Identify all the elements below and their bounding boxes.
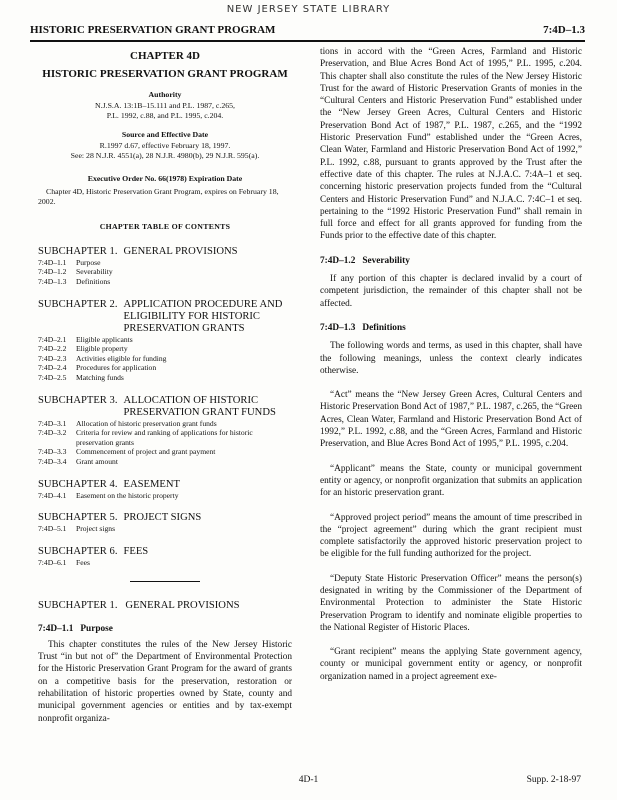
right-column	[320, 46, 582, 683]
toc-subchapter-5	[38, 512, 292, 534]
chapter-number: CHAPTER 4D	[130, 50, 200, 62]
toc-item: 7:4D–2.3 Activities eligible for funding	[38, 353, 167, 363]
toc-subchapter-number: SUBCHAPTER 1.	[38, 245, 118, 257]
executive-order-text: Chapter 4D, Historic Preservation Grant Program, expires on February 18, 2002.	[38, 187, 279, 207]
header-title: HISTORIC PRESERVATION GRANT PROGRAM	[30, 24, 276, 36]
toc-subchapter-number: SUBCHAPTER 3.	[38, 394, 118, 406]
toc-item: 7:4D–6.1 Fees	[38, 557, 90, 567]
toc-item: 7:4D–3.4 Grant amount	[38, 456, 118, 466]
toc-subchapter-number: SUBCHAPTER 4.	[38, 478, 118, 490]
definition-paragraph: “Applicant” means the State, county or municipal government entity or agency, or nonprofit organization that submits an application for an historic preservation grant.	[320, 463, 582, 499]
toc-item: 7:4D–2.5 Matching funds	[38, 372, 124, 382]
toc-subchapter-1	[38, 246, 292, 287]
toc-subchapter-2	[38, 299, 292, 383]
toc-item: 7:4D–3.2 Criteria for review and ranking of applications for historic preservation grants	[38, 428, 253, 447]
purpose-paragraph-continued: tions in accord with the “Green Acres, Farmland and Historic Preservation, and Blue Acres Bond Act of 1995,” P.L. 1995, c.204. This chapter shall also constitute the rules of the New Jersey Historic Trust for the award of Historic Preservation Grants of monies in the “Cultural Centers and Historic Preservation Fund” established under the “New Jersey Green Acres, Cultural Centers and Historic Preservation Bond Act of 1987,” P.L. 1987, c.265, and the “1992 Historic Preservation Fund” established under the “Green Acres, Clean Water, Farmland and Historic Preservation Bond Act of 1992,” P.L. 1992, c.88, pursuant to grants approved by the Trust after the effective date of this chapter. The rules at N.J.A.C. 7:4A–1 et seq. concerning historic preservation projects funded from the “Cultural Centers and Historic Preservation Fund” and N.J.A.C. 7:4C–1 et seq. pertaining to the “1992 Historic Preservation Fund” shall remain in full force and effect for all grants approved for funding from the Funds prior to the effective date of this chapter.	[320, 47, 582, 242]
toc-item: 7:4D–3.1 Allocation of historic preservation grant funds	[38, 418, 217, 428]
toc-subchapter-title: EASEMENT	[123, 478, 180, 490]
library-stamp: NEW JERSEY STATE LIBRARY	[226, 4, 391, 15]
toc-subchapter-number: SUBCHAPTER 5.	[38, 512, 118, 524]
subchapter-1-heading: SUBCHAPTER 1. GENERAL PROVISIONS	[38, 600, 240, 612]
toc-subchapter-title: APPLICATION PROCEDURE AND ELIGIBILITY FOR HISTORIC PRESERVATION GRANTS	[123, 298, 283, 334]
toc-subchapter-title: GENERAL PROVISIONS	[123, 245, 238, 257]
left-column	[38, 46, 292, 725]
authority-line: P.L. 1992, c.88, and P.L. 1995, c.204.	[106, 110, 224, 120]
toc-subchapter-title: FEES	[123, 545, 149, 557]
source-line: R.1997 d.67, effective February 18, 1997.	[99, 141, 231, 151]
section-divider	[130, 581, 200, 582]
toc-title: CHAPTER TABLE OF CONTENTS	[99, 222, 231, 232]
toc-item: 7:4D–1.1 Purpose	[38, 257, 101, 267]
toc-subchapter-4	[38, 479, 292, 501]
source-label: Source and Effective Date	[121, 129, 209, 139]
chapter-title: HISTORIC PRESERVATION GRANT PROGRAM	[42, 68, 288, 81]
definitions-heading: 7:4D–1.3 Definitions	[320, 322, 406, 333]
toc-item: 7:4D–2.1 Eligible applicants	[38, 334, 133, 344]
toc-item: 7:4D–4.1 Easement on the historic property	[38, 490, 179, 500]
toc-item: 7:4D–5.1 Project signs	[38, 524, 116, 534]
severability-heading: 7:4D–1.2 Severability	[320, 255, 410, 266]
authority-line: N.J.S.A. 13:1B–15.111 and P.L. 1987, c.265,	[95, 100, 235, 110]
definition-paragraph: “Approved project period” means the amount of time prescribed in the “project agreement” during which the grant recipient must complete satisfactorily the approved historic preservation project to be eligible for the full funding authorized for the project.	[320, 512, 582, 560]
purpose-paragraph: This chapter constitutes the rules of the New Jersey Historic Trust “in but not of” the Department of Environmental Protection for the Historic Preservation Grant Program for the award of grants on a competitive basis for the preservation, restoration or rehabilitation of historic properties owned by State, county and municipal government agencies or entities and by tax-exempt nonprofit organiza-	[38, 639, 292, 724]
toc-subchapter-number: SUBCHAPTER 6.	[38, 545, 118, 557]
definition-paragraph: “Deputy State Historic Preservation Officer” means the person(s) designated in writing by the Commissioner of the Department of Environmental Protection to administer the State Historic Preservation Program to identify and nominate eligible properties to the National Register of Historic Places.	[320, 573, 582, 633]
executive-order-label: Executive Order No. 66(1978) Expiration Date	[87, 174, 243, 184]
severability-paragraph: If any portion of this chapter is declared invalid by a court of competent jurisdiction, the remainder of this chapter shall not be affected.	[320, 274, 582, 309]
definitions-intro: The following words and terms, as used in this chapter, shall have the following meanings, unless the context clearly indicates otherwise.	[320, 341, 582, 376]
toc-item: 7:4D–1.2 Severability	[38, 267, 113, 277]
toc-item: 7:4D–2.2 Eligible property	[38, 344, 128, 354]
toc-subchapter-6	[38, 546, 292, 568]
page-number: 4D-1	[298, 775, 319, 785]
header-section-number: 7:4D–1.3	[543, 24, 585, 36]
toc-item: 7:4D–1.3 Definitions	[38, 276, 111, 286]
purpose-heading: 7:4D–1.1 Purpose	[38, 623, 113, 634]
toc-item: 7:4D–3.3 Commencement of project and grant payment	[38, 447, 216, 457]
authority-label: Authority	[148, 89, 182, 99]
supplement-date: Supp. 2-18-97	[526, 775, 581, 785]
running-header	[30, 20, 585, 42]
toc-item: 7:4D–2.4 Procedures for application	[38, 363, 157, 373]
definition-paragraph: “Act” means the “New Jersey Green Acres, Cultural Centers and Historic Preservation Bond Act of 1987,” P.L. 1987, c.265, the “Green Acres, Clean Water, Farmland and Historic Preservation Bond Act of 1992,” P.L. 1992, c.88, and the “Green Acres, Farmland and Historic Preservation, and Blue Acres Bond Act of 1995,” P.L. 1995, c.204.	[320, 390, 582, 450]
definition-paragraph: “Grant recipient” means the applying State government agency, county or municipal government entity or agency, or nonprofit organization named in a project agreement exe-	[320, 647, 582, 682]
toc-subchapter-title: PROJECT SIGNS	[123, 512, 202, 524]
source-line: See: 28 N.J.R. 4551(a), 28 N.J.R. 4980(b), 29 N.J.R. 595(a).	[70, 151, 260, 161]
toc-subchapter-3	[38, 395, 292, 467]
toc-subchapter-title: ALLOCATION OF HISTORIC PRESERVATION GRANT FUNDS	[123, 394, 276, 418]
toc-subchapter-number: SUBCHAPTER 2.	[38, 298, 118, 310]
